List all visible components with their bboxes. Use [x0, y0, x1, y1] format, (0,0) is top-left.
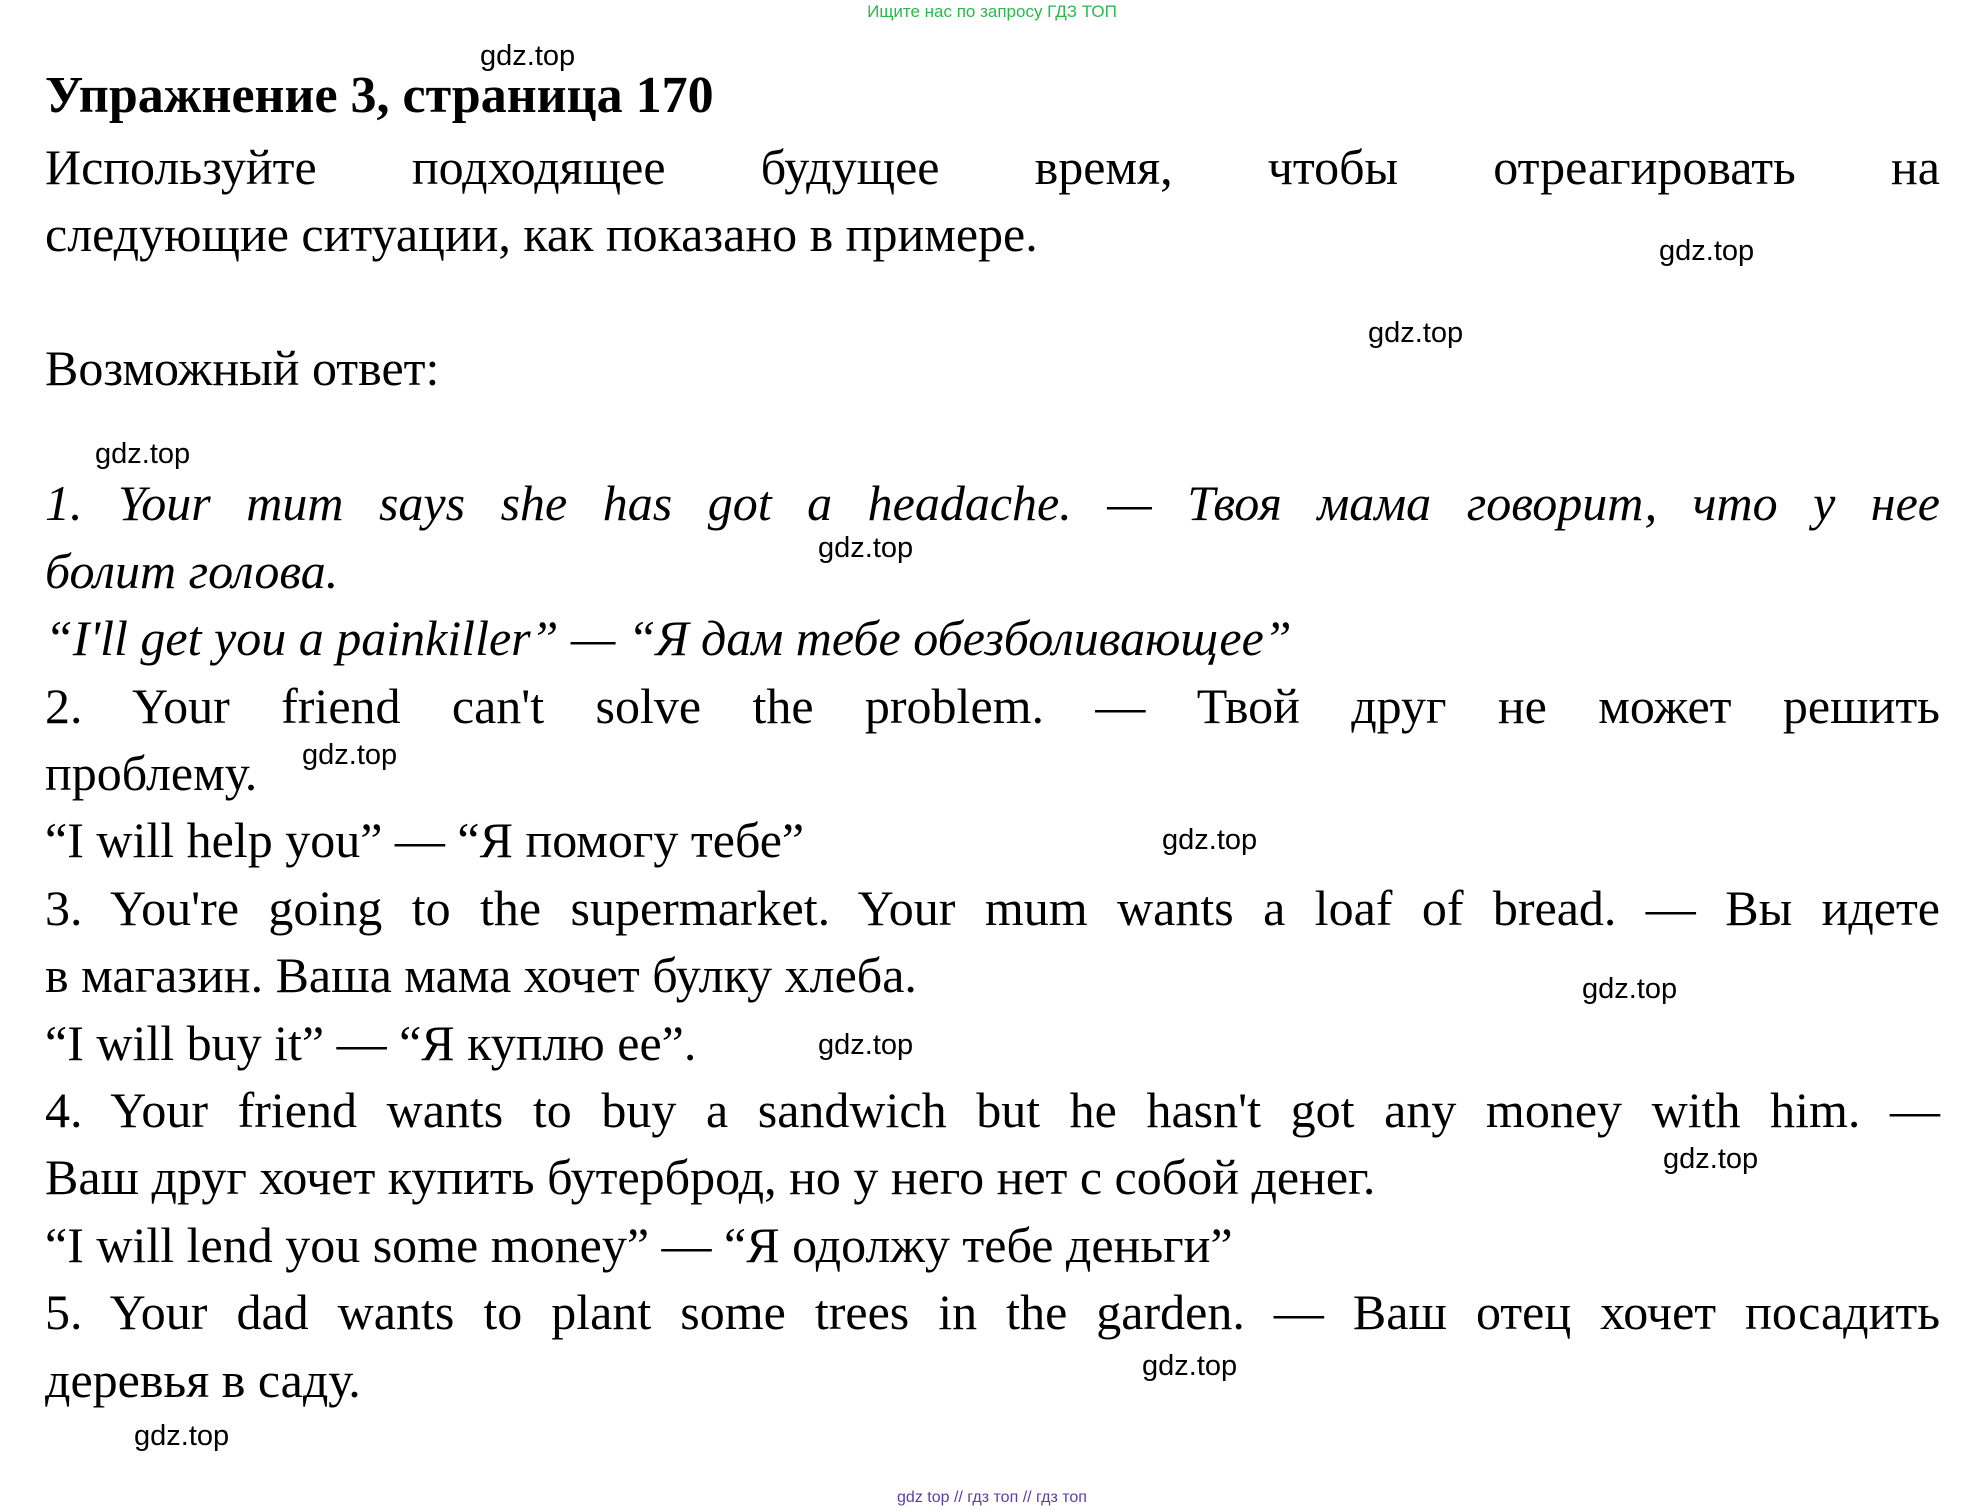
instruction-line-2: следующие ситуации, как показано в примере. [45, 206, 1038, 262]
item-3-line-2: в магазин. Ваша мама хочет булку хлеба. [45, 947, 917, 1003]
watermark: gdz.top [1663, 1143, 1759, 1175]
item-2-line-1: 2. Your friend can't solve the problem. — Твой друг не может решить [45, 678, 1940, 734]
item-5-line-1: 5. Your dad wants to plant some trees in the garden. — Ваш отец хочет посадить [45, 1284, 1940, 1340]
item-1-line-2: болит голова. [45, 543, 339, 599]
item-4-line-1: 4. Your friend wants to buy a sandwich but he hasn't got any money with him. — [45, 1082, 1940, 1138]
item-2-line-2: проблему. [45, 745, 258, 801]
top-banner: Ищите нас по запросу ГДЗ ТОП [867, 2, 1117, 21]
watermark: gdz.top [1582, 973, 1678, 1005]
answer-label: Возможный ответ: [45, 340, 440, 396]
watermark: gdz.top [1142, 1350, 1238, 1382]
watermark: gdz.top [302, 739, 398, 771]
instruction-line-1: Используйте подходящее будущее время, чтобы отреагировать на [45, 139, 1940, 195]
footer-banner: gdz top // гдз топ // гдз топ [897, 1489, 1087, 1506]
watermark: gdz.top [818, 532, 914, 564]
item-1-line-1: 1. Your mum says she has got a headache. — Твоя мама говорит, что у нее [45, 475, 1940, 531]
watermark: gdz.top [95, 438, 191, 470]
watermark: gdz.top [1368, 317, 1464, 349]
item-5-line-2: деревья в саду. [45, 1352, 361, 1408]
watermark: gdz.top [1659, 235, 1755, 267]
item-3-response: “I will buy it” — “Я куплю ее”. [45, 1015, 697, 1071]
item-1-response: “I'll get you a painkiller” — “Я дам тебе обезболивающее” [45, 610, 1292, 666]
item-4-line-2: Ваш друг хочет купить бутерброд, но у него нет с собой денег. [45, 1149, 1376, 1205]
watermark: gdz.top [134, 1420, 230, 1452]
item-4-response: “I will lend you some money” — “Я одолжу тебе деньги” [45, 1217, 1233, 1273]
item-2-response: “I will help you” — “Я помогу тебе” [45, 812, 805, 868]
watermark: gdz.top [480, 40, 576, 72]
watermark: gdz.top [1162, 824, 1258, 856]
item-3-line-1: 3. You're going to the supermarket. Your mum wants a loaf of bread. — Вы идете [45, 880, 1940, 936]
watermark: gdz.top [818, 1029, 914, 1061]
page-title: Упражнение 3, страница 170 [45, 67, 714, 124]
